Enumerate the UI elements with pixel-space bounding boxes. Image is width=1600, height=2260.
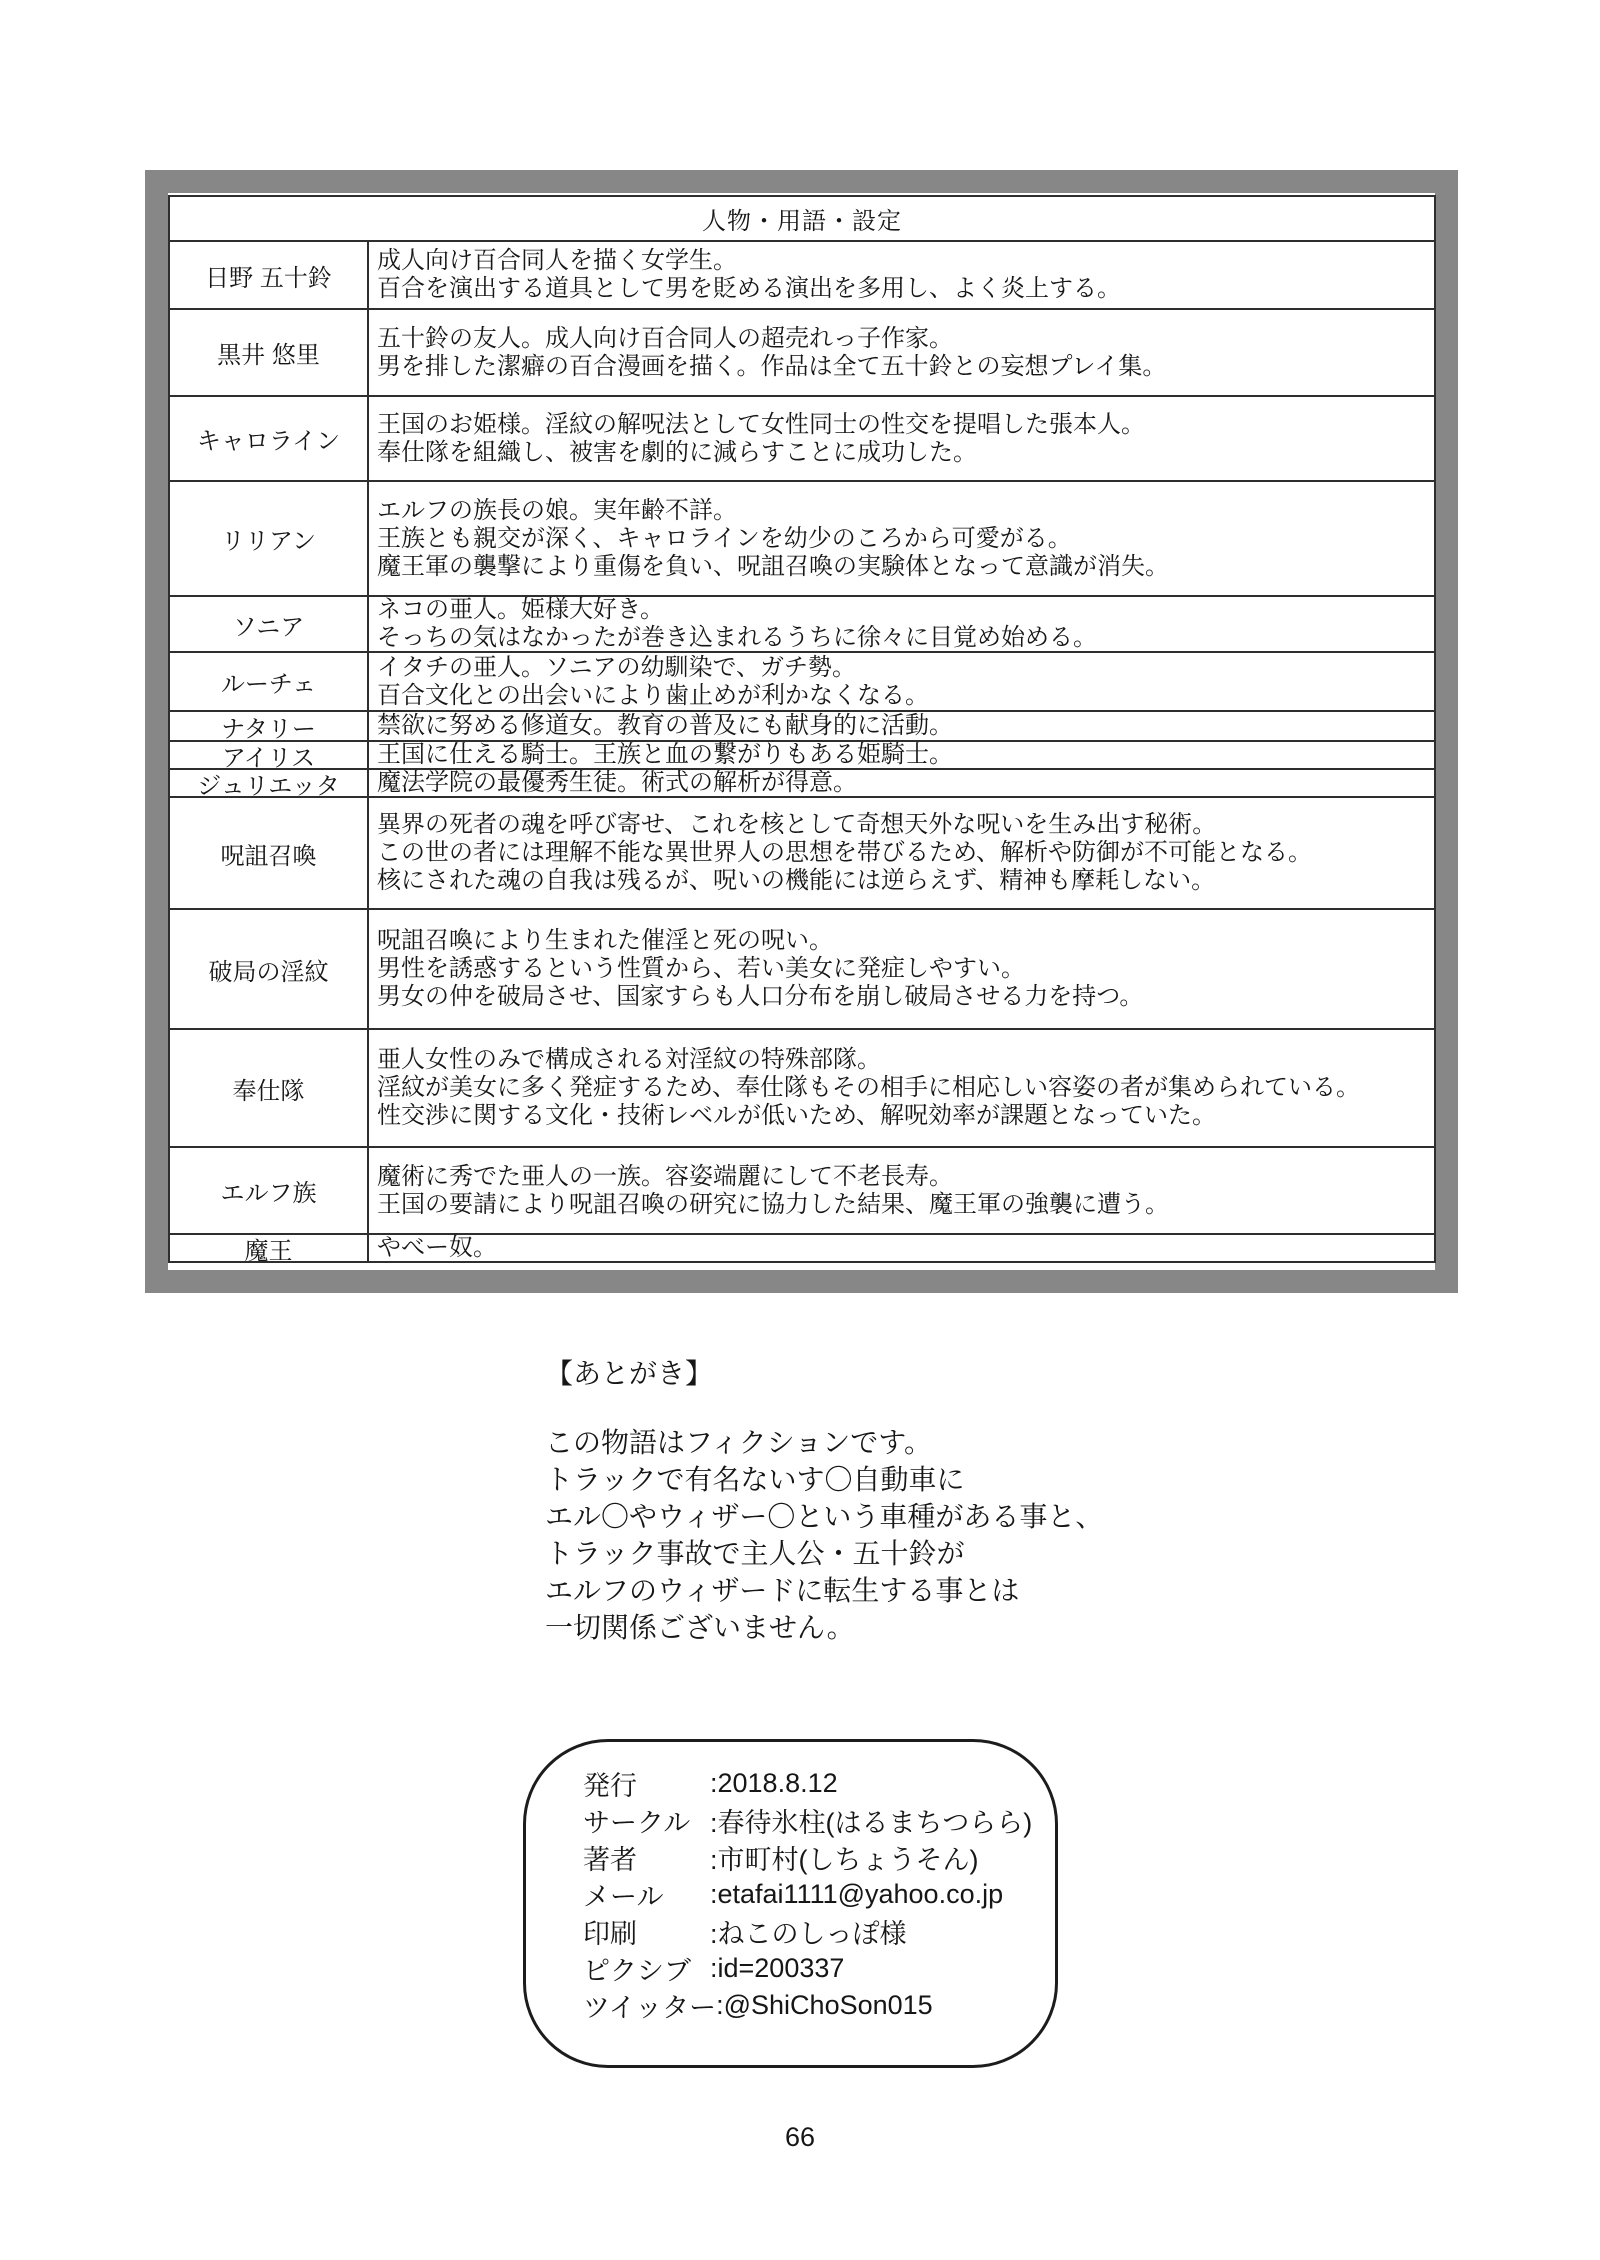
table-row: [170, 480, 1434, 595]
colophon-label: メール: [583, 1882, 664, 1912]
colophon-row: [583, 1950, 1055, 1987]
description-cell: [369, 310, 1434, 395]
description-line: 性交渉に関する文化・技術レベルが低いため、解呪効率が課題となっていた。: [377, 1102, 1217, 1129]
colophon-value: :春待氷柱(はるまちつらら): [710, 1808, 1033, 1838]
colophon-label: 著者: [583, 1845, 637, 1875]
description-line: 呪詛召喚により生まれた催淫と死の呪い。: [377, 927, 833, 954]
afterword-line: エル〇やウィザー〇という車種がある事と、: [545, 1501, 1104, 1532]
term-cell: ジュリエッタ: [170, 770, 369, 796]
table-row: [170, 308, 1434, 395]
table-row: [170, 395, 1434, 480]
colophon-row: [583, 1987, 1055, 2024]
term-cell: エルフ族: [170, 1148, 369, 1233]
colophon-row: [583, 1765, 1055, 1802]
table-row: [170, 740, 1434, 772]
term-cell: アイリス: [170, 742, 369, 768]
term-cell: 黒井 悠里: [170, 310, 369, 395]
description-line: 王国に仕える騎士。王族と血の繋がりもある姫騎士。: [377, 741, 953, 768]
table-row: [170, 768, 1434, 800]
description-cell: [369, 742, 1434, 768]
description-cell: [369, 597, 1434, 651]
description-line: 魔王軍の襲撃により重傷を負い、呪詛召喚の実験体となって意識が消失。: [377, 552, 1169, 580]
description-cell: [369, 910, 1434, 1028]
colophon-label: 発行: [583, 1771, 637, 1801]
table-row: [170, 796, 1434, 908]
table-row: [170, 908, 1434, 1028]
colophon-row: [583, 1802, 1055, 1839]
colophon-row: [583, 1876, 1055, 1913]
colophon-value: :etafai1111@yahoo.co.jp: [710, 1879, 1004, 1909]
description-line: 禁欲に努める修道女。教育の普及にも献身的に活動。: [377, 712, 953, 739]
colophon-value: :ねこのしっぽ様: [710, 1919, 907, 1949]
description-cell: [369, 1235, 1434, 1261]
description-line: 淫紋が美女に多く発症するため、奉仕隊もその相手に相応しい容姿の者が集められている。: [377, 1074, 1361, 1101]
description-cell: [369, 712, 1434, 740]
description-line: 王国の要請により呪詛召喚の研究に協力した結果、魔王軍の強襲に遭う。: [377, 1190, 1169, 1218]
term-cell: リリアン: [170, 482, 369, 595]
term-cell: ソニア: [170, 597, 369, 651]
description-cell: [369, 397, 1434, 480]
table-row: [170, 1233, 1434, 1265]
colophon-list: [583, 1765, 1055, 2024]
description-line: 五十鈴の友人。成人向け百合同人の超売れっ子作家。: [377, 324, 953, 352]
table-row: [170, 1146, 1434, 1233]
afterword-line: エルフのウィザードに転生する事とは: [545, 1575, 1020, 1606]
colophon-row: [583, 1913, 1055, 1950]
description-cell: [369, 1030, 1434, 1146]
term-cell: 呪詛召喚: [170, 798, 369, 908]
description-line: イタチの亜人。ソニアの幼馴染で、ガチ勢。: [377, 653, 857, 681]
colophon-label: サークル: [583, 1808, 691, 1838]
term-cell: 魔王: [170, 1235, 369, 1261]
colophon-label: ピクシブ: [583, 1956, 691, 1986]
term-cell: ルーチェ: [170, 653, 369, 710]
afterword-line: トラックで有名ないす〇自動車に: [545, 1464, 965, 1495]
colophon-label: ツイッター: [583, 1993, 717, 2023]
afterword-body: [545, 1424, 1103, 1646]
description-line: 成人向け百合同人を描く女学生。: [377, 247, 737, 274]
term-cell: 破局の淫紋: [170, 910, 369, 1028]
afterword-line: この物語はフィクションです。: [545, 1427, 932, 1458]
colophon-value: :@ShiChoSon015: [716, 1990, 933, 2020]
afterword: [545, 1355, 1103, 1646]
description-line: エルフの族長の娘。実年齢不詳。: [377, 496, 737, 524]
table-row: [170, 710, 1434, 743]
term-cell: 奉仕隊: [170, 1030, 369, 1146]
description-line: 男女の仲を破局させ、国家すらも人口分布を崩し破局させる力を持つ。: [377, 983, 1144, 1010]
description-cell: [369, 653, 1434, 710]
description-line: 魔術に秀でた亜人の一族。容姿端麗にして不老長寿。: [377, 1162, 953, 1190]
description-line: この世の者には理解不能な異世界人の思想を帯びるため、解析や防御が不可能となる。: [377, 839, 1313, 866]
table-title: 人物・用語・設定: [702, 208, 902, 235]
description-line: ネコの亜人。姫様大好き。: [377, 596, 665, 623]
description-cell: [369, 482, 1434, 595]
description-line: 亜人女性のみで構成される対淫紋の特殊部隊。: [377, 1046, 881, 1073]
description-line: やべー奴。: [377, 1234, 497, 1261]
table-row: [170, 595, 1434, 651]
term-cell: 日野 五十鈴: [170, 242, 369, 308]
colophon-value: :id=200337: [710, 1953, 845, 1983]
glossary-table: [168, 195, 1436, 1263]
description-line: 異界の死者の魂を呼び寄せ、これを核として奇想天外な呪いを生み出す秘術。: [377, 811, 1217, 838]
description-line: 奉仕隊を組織し、被害を劇的に減らすことに成功した。: [377, 438, 977, 466]
description-line: 王族とも親交が深く、キャロラインを幼少のころから可愛がる。: [377, 524, 1072, 552]
colophon-label: 印刷: [583, 1919, 637, 1949]
description-line: 男性を誘惑するという性質から、若い美女に発症しやすい。: [377, 955, 1025, 982]
description-line: 魔法学院の最優秀生徒。術式の解析が得意。: [377, 769, 857, 796]
description-line: 王国のお姫様。淫紋の解呪法として女性同士の性交を提唱した張本人。: [377, 410, 1145, 438]
afterword-line: 一切関係ございません。: [545, 1612, 855, 1643]
term-cell: ナタリー: [170, 712, 369, 740]
description-line: そっちの気はなかったが巻き込まれるうちに徐々に目覚め始める。: [377, 624, 1097, 651]
table-row: [170, 240, 1434, 308]
description-line: 核にされた魂の自我は残るが、呪いの機能には逆らえず、精神も摩耗しない。: [377, 867, 1216, 894]
description-line: 男を排した潔癖の百合漫画を描く。作品は全て五十鈴との妄想プレイ集。: [377, 352, 1167, 380]
description-cell: [369, 242, 1434, 308]
afterword-line: トラック事故で主人公・五十鈴が: [545, 1538, 965, 1569]
term-cell: キャロライン: [170, 397, 369, 480]
afterword-title: 【あとがき】: [545, 1358, 714, 1389]
colophon-value: :2018.8.12: [710, 1768, 838, 1798]
description-cell: [369, 1148, 1434, 1233]
glossary-table-body: [170, 240, 1434, 1265]
description-line: 百合文化との出会いにより歯止めが利かなくなる。: [377, 681, 929, 709]
table-row: [170, 651, 1434, 710]
table-row: [170, 1028, 1434, 1146]
colophon-box: [523, 1739, 1058, 2068]
colophon-row: [583, 1839, 1055, 1876]
page-number: 66: [784, 2122, 816, 2152]
description-cell: [369, 798, 1434, 908]
description-cell: [369, 770, 1434, 796]
colophon-value: :市町村(しちょうそん): [710, 1845, 979, 1875]
description-line: 百合を演出する道具として男を貶める演出を多用し、よく炎上する。: [377, 275, 1121, 302]
